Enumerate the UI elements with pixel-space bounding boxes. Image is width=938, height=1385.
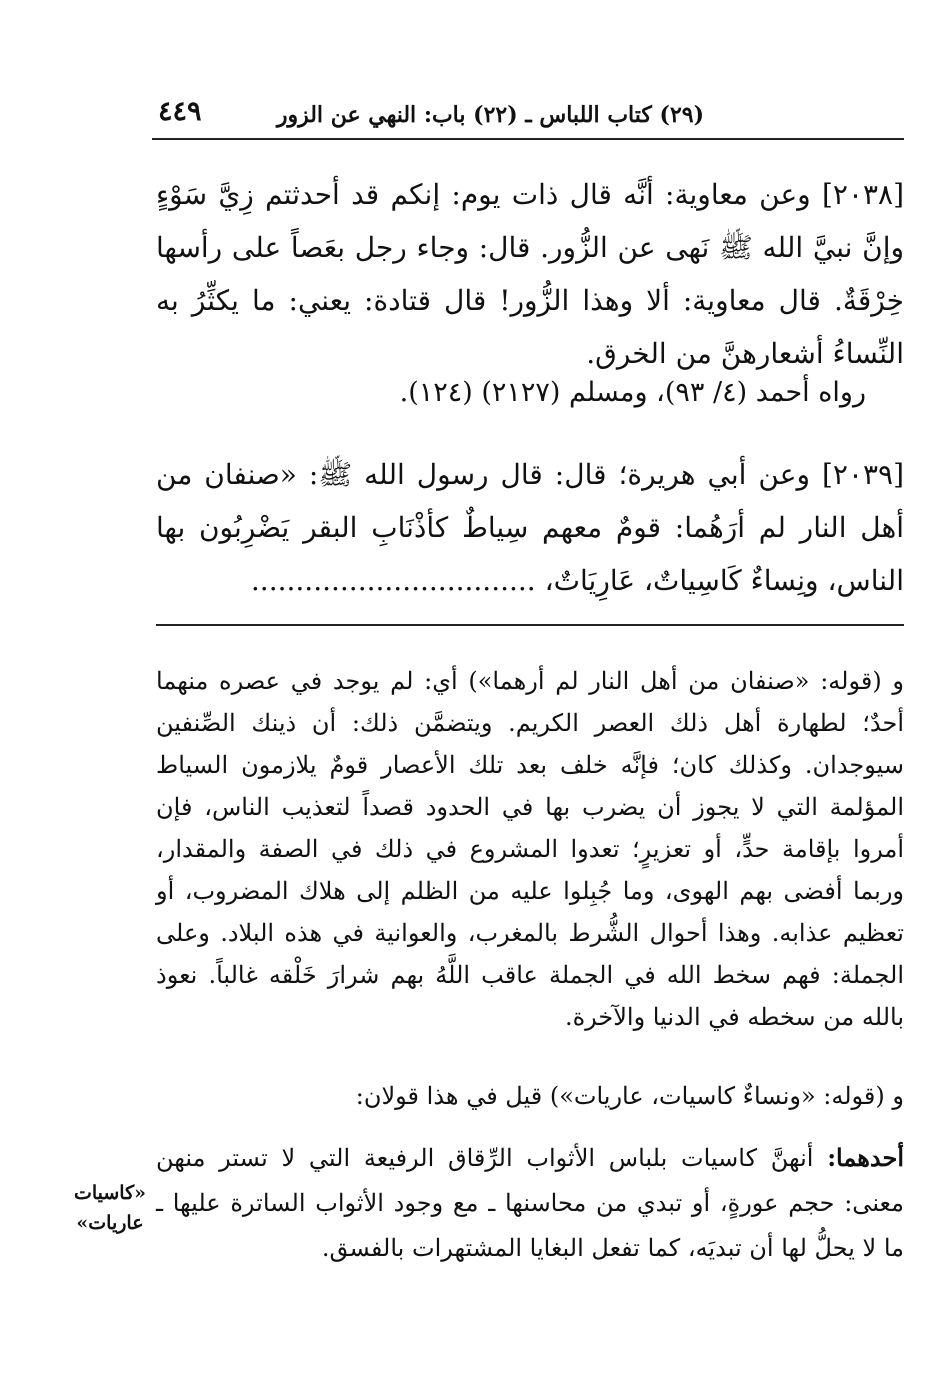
page-number: ٤٤٩ [158,96,202,127]
ellipsis: ................................ [250,564,536,597]
commentary-paragraph-2: و (قوله: «ونساءٌ كاسيات، عاريات») قيل في هذا قولان: [355,1082,904,1110]
hadith-2039 [156,448,904,607]
hadith-2038-source: رواه أحمد (٤/ ٩٣)، ومسلم (٢١٢٧) (١٢٤). [399,377,866,408]
section-divider [156,624,904,626]
paragraph-text: أنهنَّ كاسيات بلباس الأثواب الرِّقاق الرفيعة التي لا تستر منهن معنى: حجم عورةٍ، أو تبدي من محاسنها ـ مع وجود الأثواب الساترة عليها ـ ما لا يحلُّ لها أن تبديَه، كما تفعل البغايا المشتهرات بالفسق. [156,1144,904,1262]
paragraph-lead: أحدهما: [827,1143,904,1172]
commentary-paragraph-1: و (قوله: «صنفان من أهل النار لم أرهما») أي: لم يوجد في عصره منهما أحدٌ؛ لطهارة أهل ذلك العصر الكريم. ويتضمَّن ذلك: أن ذينك الصِّنفين سيوجدان. وكذلك كان؛ فإنَّه خلف بعد تلك الأعصار قومٌ يلازمون السياط المؤلمة التي لا يجوز أن يضرب بها في الحدود قصداً لتعذيب الناس، فإن أمروا بإقامة حدٍّ، أو تعزيرٍ؛ تعدوا المشروع في ذلك في الصفة والمقدار، وربما أفضى بهم الهوى، وما جُبِلوا عليه من الظلم إلى هلاك المضروب، أو تعظيم عذابه. وهذا أحوال الشُّرط بالمغرب، والعوانية في هذه البلاد. وعلى الجملة: فهم سخط الله في الجملة عاقب اللَّهُ بهم شرارَ خَلْقه غالباً. نعوذ بالله من سخطه في الدنيا والآخرة. [156,667,904,1031]
commentary-paragraph-3 [156,1135,904,1271]
hadith-2039-text: [٢٠٣٩] وعن أبي هريرة؛ قال: قال رسول الله ﷺ: «صنفان من أهل النار لم أرَهُما: قومٌ معهم سِياطٌ كأذْنَابِ البقر يَضْرِبُون بها الناس، ونِساءٌ كَاسِياتٌ، عَارِيَاتٌ، [156,458,904,597]
chapter-title: (٢٩) كتاب اللباس ـ (٢٢) باب: النهي عن الزور [276,102,704,128]
margin-note: «كاسيات عاريات» [73,1182,147,1234]
running-header [152,92,904,140]
hadith-2038: [٢٠٣٨] وعن معاوية: أنَّه قال ذات يوم: إنكم قد أحدثتم زِيَّ سَوْءٍ وإنَّ نبيَّ الله ﷺ نَهى عن الزُّور. قال: وجاء رجل بعَصاً على رأسها خِرْقَةٌ. قال معاوية: ألا وهذا الزُّور! قال قتادة: يعني: ما يكثِّرُ به النِّساءُ أشعارهنَّ من الخرق. [156,178,904,370]
